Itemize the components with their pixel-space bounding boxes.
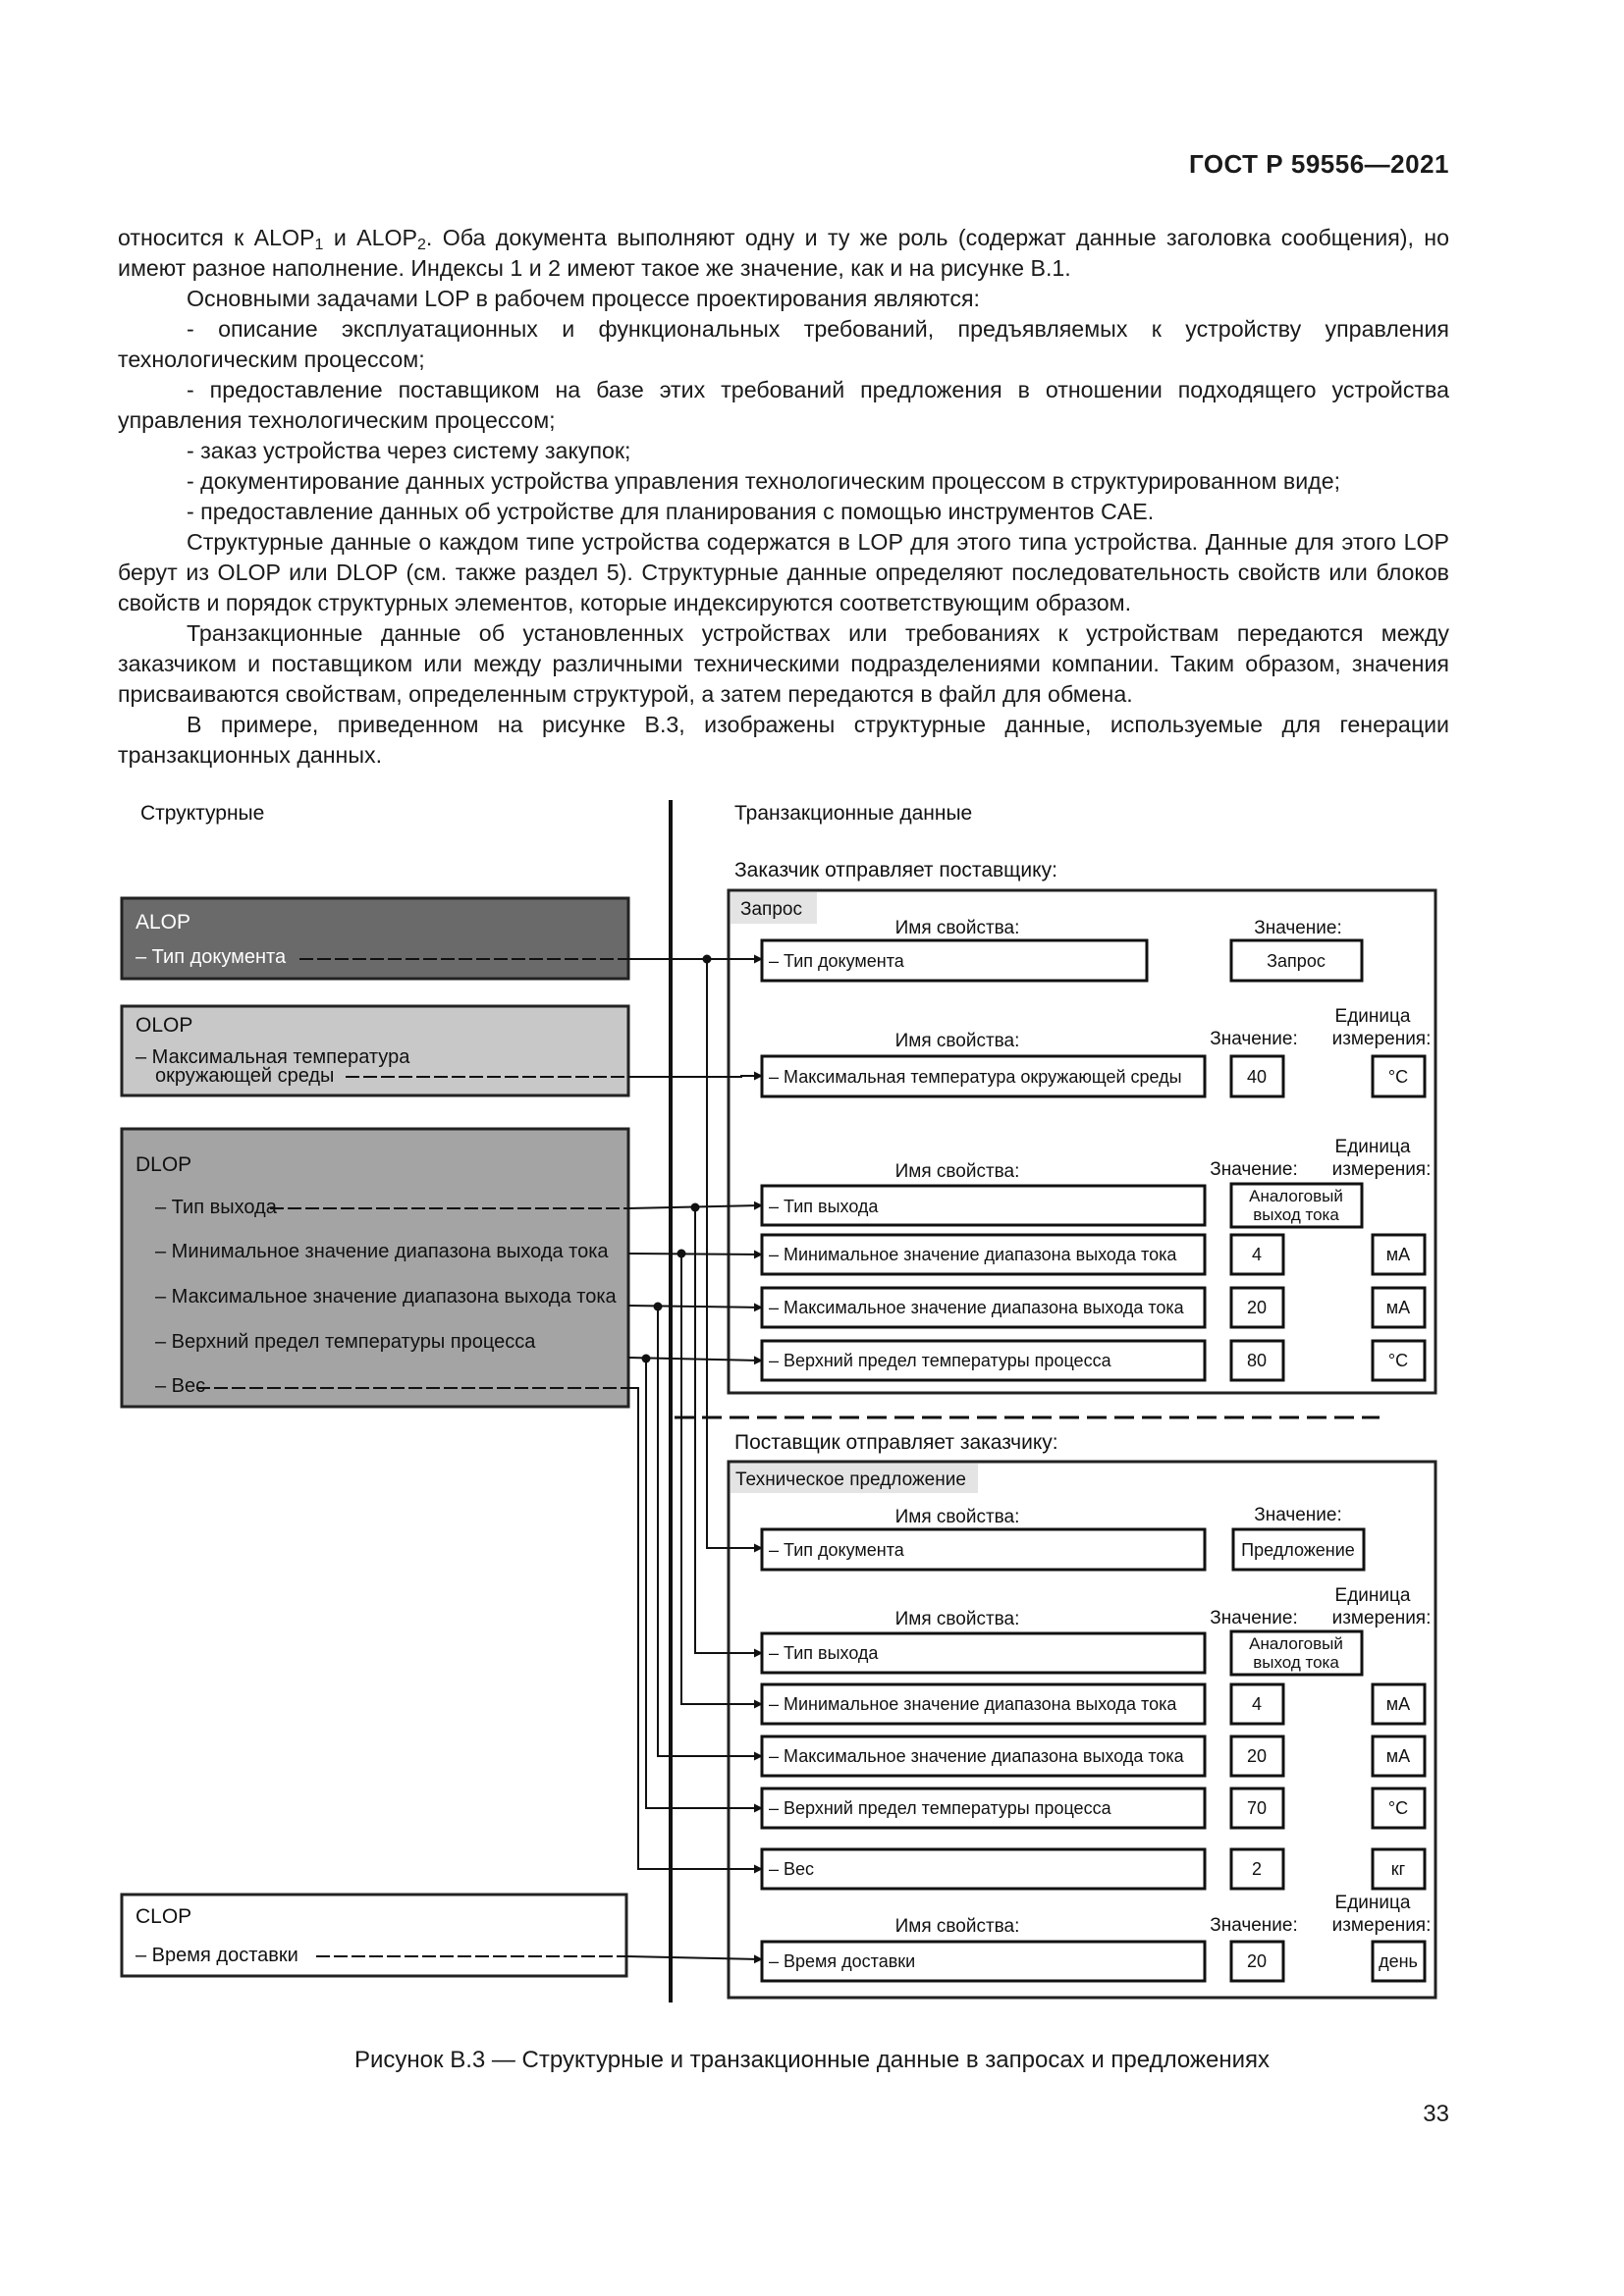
dlop-block [122,1129,628,1407]
property-value: 4 [1251,1245,1263,1264]
value-header: Значение: [1254,1505,1342,1525]
clop-item: – Время доставки [135,1945,298,1966]
list-item: - заказ устройства через систему закупок; [187,438,631,463]
property-name: – Тип документа [769,1540,904,1560]
property-unit: мА [1385,1245,1411,1264]
unit-header: Единица [1334,1893,1411,1913]
page-number: 33 [1423,2101,1449,2127]
structural-heading: Структурные [140,802,265,825]
figure-caption: Рисунок В.3 — Структурные и транзакционные данные в запросах и предложениях [354,2047,1270,2073]
paragraph: Структурные данные о каждом типе устройства содержатся в LOP для этого типа устройства. Данные для этого LOP берут из OLOP или DLOP (см. также раздел 5). Структурные данные определяют последовательность свойств или блоков свойств и порядок структурных элементов, которые индексируются соответствующим образом. [118,529,1449,615]
property-name: – Тип выхода [769,1643,879,1663]
paragraph: относится к $ALOP_1$ и $ALOP_2$. Оба документа выполняют одну и ту же роль (содержат данные заголовка сообщения), но имеют разное наполнение. Индексы 1 и 2 имеют такое же значение, как и на рисунке В.1. [118,225,1449,281]
property-value: 4 [1251,1694,1263,1714]
property-value: 70 [1246,1798,1268,1818]
property-value: Предложение [1241,1540,1355,1560]
unit-header: измерения: [1331,1029,1432,1049]
list-item: - описание эксплуатационных и функциональных требований, предъявляемых к устройству управления технологическим процессом; [118,316,1449,372]
property-value: 20 [1246,1298,1268,1317]
offer-section-title: Поставщик отправляет заказчику: [734,1431,1058,1454]
property-value: 80 [1246,1351,1268,1370]
dlop-item: – Минимальное значение диапазона выхода тока [155,1241,609,1262]
unit-header: измерения: [1331,1915,1432,1936]
property-name: – Максимальная температура окружающей среды [769,1067,1182,1087]
unit-header: Единица [1334,1585,1411,1606]
value-header: Значение: [1210,1915,1298,1936]
request-section-title: Заказчик отправляет поставщику: [734,859,1057,881]
clop-block [122,1895,626,1976]
request-box [729,890,1435,1393]
value-header: Значение: [1210,1029,1298,1049]
unit-header: Единица [1334,1006,1411,1027]
dlop-item: – Вес [155,1375,206,1397]
property-name: – Минимальное значение диапазона выхода тока [769,1694,1177,1714]
property-name: – Максимальное значение диапазона выхода тока [769,1298,1184,1317]
property-unit: °C [1387,1067,1409,1087]
dlop-item: – Верхний предел температуры процесса [155,1331,536,1353]
property-unit: мА [1385,1694,1411,1714]
list-item: - предоставление поставщиком на базе этих требований предложения в отношении подходящего устройства управления технологическим процессом; [118,377,1449,433]
paragraph: Транзакционные данные об установленных устройствах или требованиях к устройствам передаются между заказчиком и поставщиком или между различными техническими подразделениями компании. Таким образом, значения присваиваются свойствам, определенным структурой, а затем передаются в файл для обмена. [118,620,1449,707]
property-value: 20 [1246,1746,1268,1766]
property-unit: день [1379,1951,1418,1971]
property-name: – Тип документа [769,951,904,971]
olop-title: OLOP [135,1014,193,1037]
property-header: Имя свойства: [894,1916,1020,1937]
offer-label: Техническое предложение [735,1469,966,1490]
unit-header: измерения: [1331,1608,1432,1629]
list-item: - документирование данных устройства управления технологическим процессом в структурированном виде; [187,468,1341,494]
unit-header: измерения: [1331,1159,1432,1180]
list-item: - предоставление данных об устройстве для планирования с помощью инструментов CAE. [187,499,1155,524]
property-header: Имя свойства: [894,1031,1020,1051]
property-name: – Верхний предел температуры процесса [769,1798,1111,1818]
property-unit: мА [1385,1746,1411,1766]
clop-title: CLOP [135,1905,192,1928]
value-header: Значение: [1210,1608,1298,1629]
dlop-item: – Максимальное значение диапазона выхода тока [155,1286,617,1308]
property-name: – Время доставки [769,1951,916,1971]
property-name: – Минимальное значение диапазона выхода тока [769,1245,1177,1264]
request-label: Запрос [740,899,802,920]
document-standard-number: ГОСТ Р 59556—2021 [1188,149,1449,179]
alop-block [122,898,628,979]
connector-junctions [642,955,712,1363]
value-header: Значение: [1254,918,1342,938]
olop-item: – Максимальная температура [135,1046,410,1068]
property-value: выход тока [1253,1205,1339,1224]
olop-item: окружающей среды [155,1065,335,1087]
property-unit: °C [1387,1798,1409,1818]
property-header: Имя свойства: [894,918,1020,938]
property-header: Имя свойства: [894,1161,1020,1182]
property-value: 20 [1246,1951,1268,1971]
value-header: Значение: [1210,1159,1298,1180]
property-name: – Вес [769,1859,815,1879]
alop-item: – Тип документа [135,946,287,968]
property-header: Имя свойства: [894,1507,1020,1527]
property-value: Аналоговый [1249,1634,1343,1653]
dlop-item: – Тип выхода [155,1197,277,1218]
dlop-title: DLOP [135,1153,192,1176]
property-value: 2 [1251,1859,1263,1879]
property-unit: °C [1387,1351,1409,1370]
property-value: выход тока [1253,1653,1339,1672]
alop-title: ALOP [135,911,191,934]
offer-box [729,1462,1435,1998]
property-header: Имя свойства: [894,1609,1020,1629]
property-unit: мА [1385,1298,1411,1317]
transactional-heading: Транзакционные данные [734,802,973,825]
property-name: – Тип выхода [769,1197,879,1216]
property-value: Аналоговый [1249,1187,1343,1205]
unit-header: Единица [1334,1137,1411,1157]
property-name: – Верхний предел температуры процесса [769,1351,1111,1370]
property-name: – Максимальное значение диапазона выхода тока [769,1746,1184,1766]
property-unit: кг [1390,1859,1406,1879]
paragraph: В примере, приведенном на рисунке В.3, изображены структурные данные, используемые для генерации транзакционных данных. [118,712,1449,768]
paragraph: Основными задачами LOP в рабочем процессе проектирования являются: [187,286,980,311]
property-value: Запрос [1267,951,1326,971]
property-value: 40 [1246,1067,1268,1087]
olop-block [122,1006,628,1095]
